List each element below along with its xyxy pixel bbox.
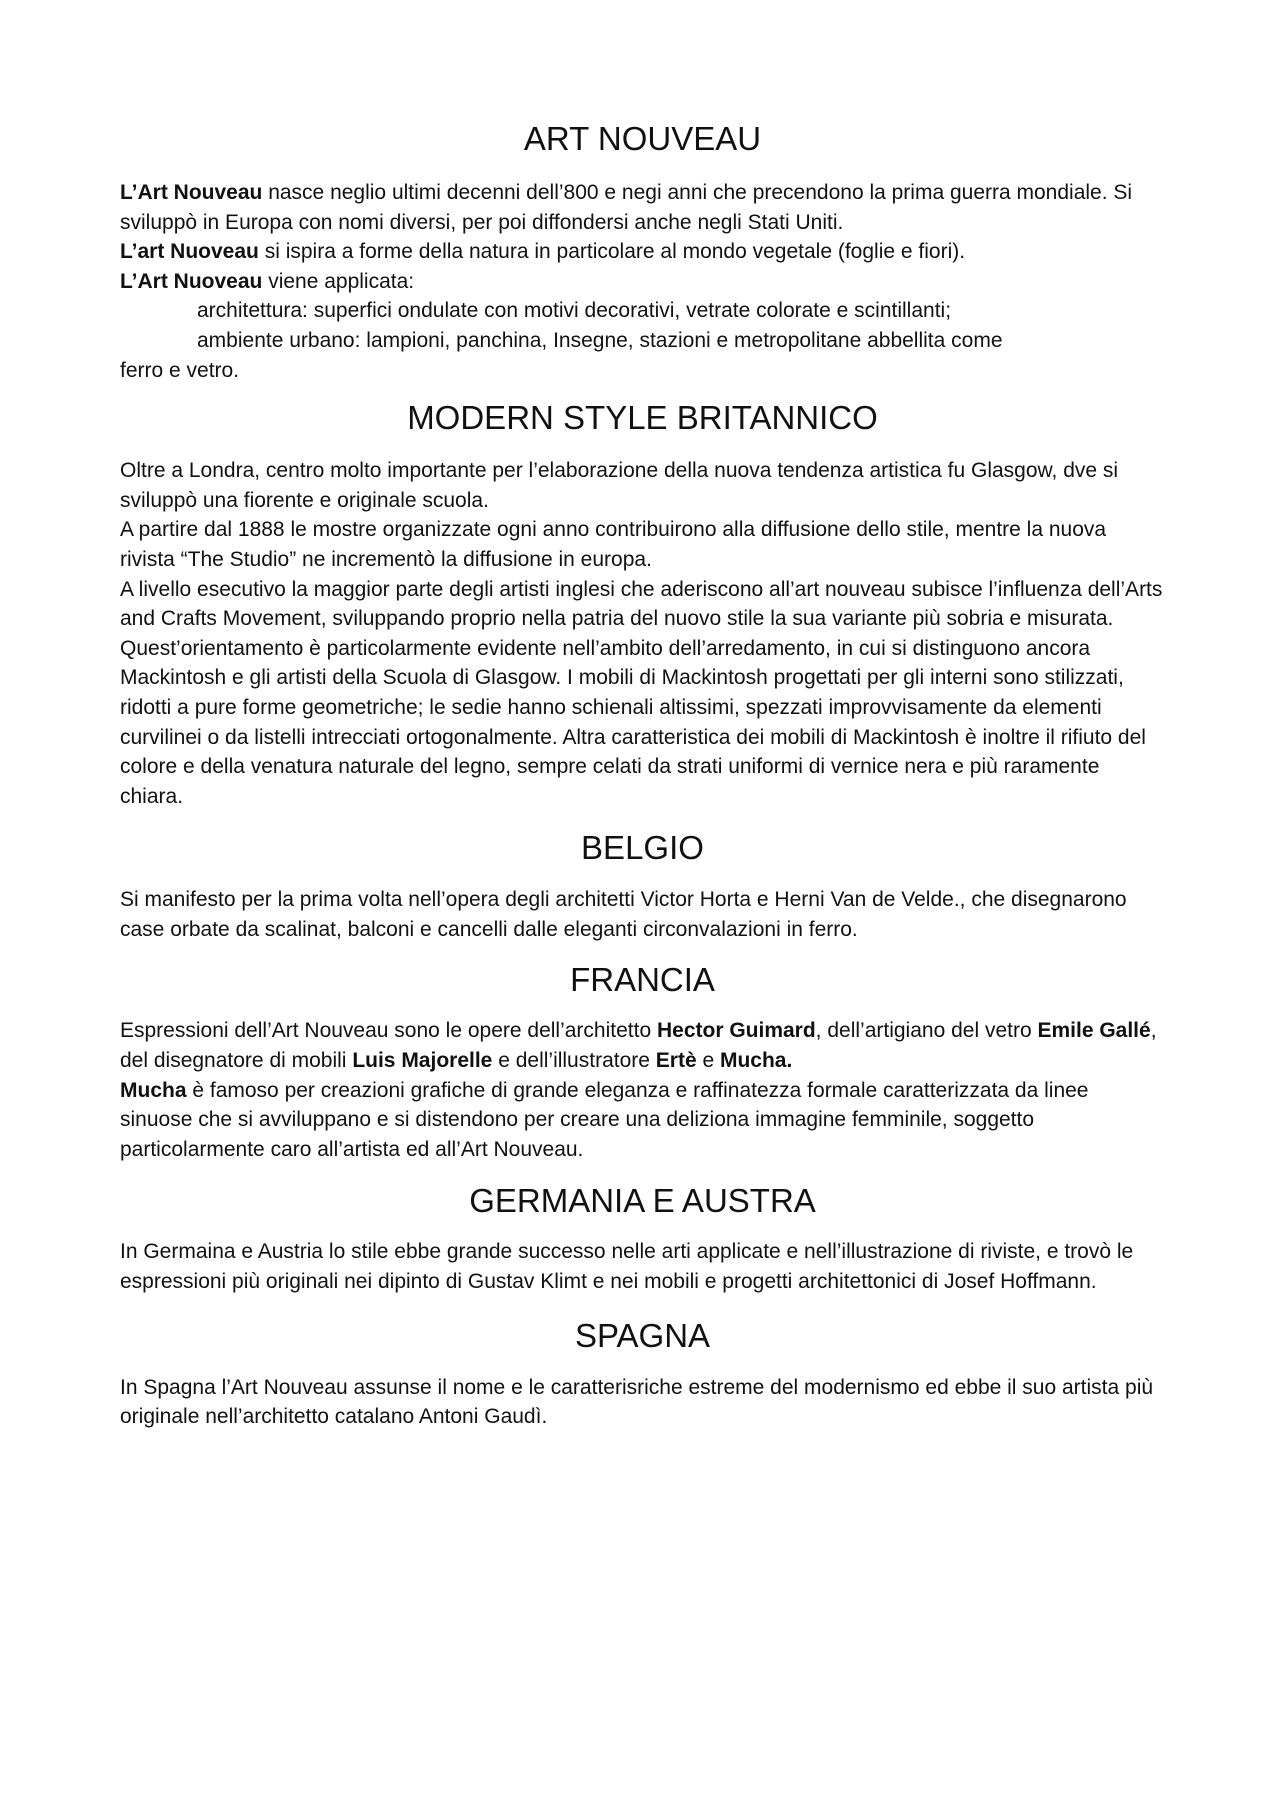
section-francia xyxy=(120,960,1165,1164)
bold-term: L’Art Nouveau xyxy=(120,181,263,204)
paragraph xyxy=(120,1076,1165,1165)
document-content xyxy=(120,119,1165,1432)
paragraph: A partire dal 1888 le mostre organizzate ogni anno contribuirono alla diffusione dello stile, mentre la nuova rivista “The Studio” ne incrementò la diffusione in europa. xyxy=(120,518,1107,571)
bold-term: Ertè xyxy=(655,1049,697,1073)
section-title-germania: GERMANIA E AUSTRA xyxy=(469,1182,816,1220)
section-title-art-nouveau: ART NOUVEAU xyxy=(523,120,762,157)
paragraph-text: , dell’artigiano del vetro xyxy=(815,1019,1038,1043)
list-item-continuation: ferro e vetro. xyxy=(120,358,240,382)
paragraph-text: è famoso per creazioni grafiche di grande eleganza e raffinatezza formale caratterizzata da linee sinuose che si avviluppano e si distendono per creare una deliziona immagine femminile, soggetto particolarmente caro all’artista ed all’Art Nouveau. xyxy=(120,1078,1089,1161)
paragraph: In Germaina e Austria lo stile ebbe grande successo nelle arti applicate e nell’illustrazione di riviste, e trovò le espressioni più originali nei dipinto di Gustav Klimt e nei mobili e progetti architettonici di Josef Hoffmann. xyxy=(120,1240,1134,1294)
section-art-nouveau xyxy=(120,119,1165,385)
bold-term: Mucha. xyxy=(719,1049,793,1073)
paragraph-text: nasce neglio ultimi decenni dell’800 e negi anni che precendono la prima guerra mondiale. Si sviluppò in Europa con nomi diversi, per poi diffondersi anche negli Stati Uniti. xyxy=(120,181,1133,234)
paragraph-text: , del disegnatore di mobili xyxy=(120,1019,1157,1073)
bold-term: Mucha xyxy=(120,1078,187,1102)
bold-term: Hector Guimard xyxy=(656,1019,816,1043)
bold-term: Emile Gallé xyxy=(1037,1019,1151,1043)
bold-term: Luis Majorelle xyxy=(352,1049,493,1073)
list-item: architettura: superfici ondulate con motivi decorativi, vetrate colorate e scintillanti; xyxy=(197,299,952,323)
section-spagna xyxy=(120,1316,1165,1432)
section-belgio xyxy=(120,828,1165,944)
paragraph-text: viene applicata: xyxy=(262,269,415,293)
section-title-belgio: BELGIO xyxy=(581,829,704,867)
section-title-francia: FRANCIA xyxy=(570,961,715,999)
paragraph-text: e dell’illustratore xyxy=(492,1049,656,1073)
paragraph: A livello esecutivo la maggior parte degli artisti inglesi che aderiscono all’art nouveau subisce l’influenza dell’Arts and Crafts Movement, sviluppando proprio nella patria del nuovo stile la sua variante più sobria e misurata. Quest’orientamento è particolarmente evidente nell’ambito dell’arredamento, in cui si distinguono ancora Mackintosh e gli artisti della Scuola di Glasgow. I mobili di Mackintosh progettati per gli interni sono stilizzati, ridotti a pure forme geometriche; le sedie hanno schienali altissimi, spezzati improvvisamente da elementi curvilinei o da listelli intrecciati ortogonalmente. Altra caratteristica dei mobili di Mackintosh è inoltre il rifiuto del colore e della venatura naturale del legno, sempre celati da strati uniformi di vernice nera e più raramente chiara. xyxy=(120,577,1163,808)
paragraph-text: Espressioni dell’Art Nouveau sono le opere dell’architetto xyxy=(120,1019,657,1043)
paragraph: Si manifesto per la prima volta nell’opera degli architetti Victor Horta e Herni Van de Velde., che disegnarono case orbate da scalinat, balconi e cancelli dalle eleganti circonvalazioni in ferro. xyxy=(120,888,1127,941)
section-germania xyxy=(120,1181,1165,1296)
paragraph-text: e xyxy=(696,1049,720,1073)
section-title-modern-style: MODERN STYLE BRITANNICO xyxy=(407,399,878,437)
bold-term: L’art Nuoveau xyxy=(120,240,259,264)
paragraph-text: si ispira a forme della natura in particolare al mondo vegetale (foglie e fiori). xyxy=(258,240,966,264)
paragraph xyxy=(120,1016,1165,1075)
paragraph xyxy=(120,267,1165,297)
paragraph: In Spagna l’Art Nouveau assunse il nome e le caratterisriche estreme del modernismo ed ebbe il suo artista più originale nell’architetto catalano Antoni Gaudì. xyxy=(120,1375,1154,1429)
bold-term: L’Art Nuoveau xyxy=(120,269,263,293)
paragraph: Oltre a Londra, centro molto importante per l’elaborazione della nuova tendenza artistica fu Glasgow, dve si sviluppò una fiorente e originale scuola. xyxy=(120,459,1119,512)
section-title-spagna: SPAGNA xyxy=(574,1316,711,1354)
section-modern-style xyxy=(120,398,1165,811)
paragraph xyxy=(120,237,1165,267)
list-item: ambiente urbano: lampioni, panchina, Insegne, stazioni e metropolitane abbellita come xyxy=(197,328,1003,352)
paragraph xyxy=(120,178,1165,237)
